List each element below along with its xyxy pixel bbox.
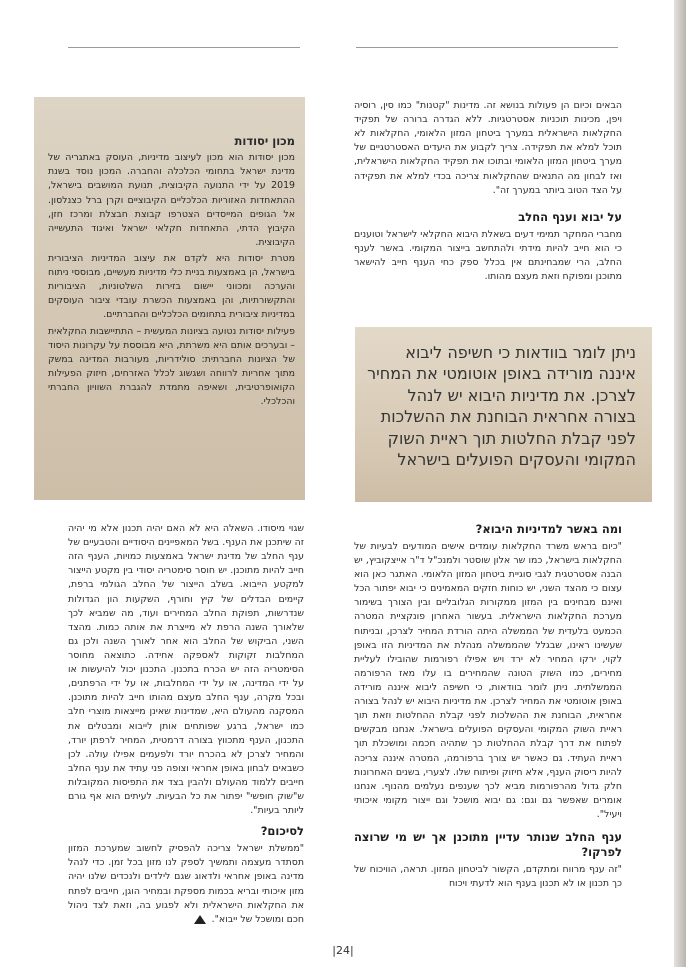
page-number: |24| — [332, 944, 354, 957]
summary-text: "ממשלת ישראל צריכה להפסיק לחשוב שמערכת המזון תסתדר מעצמה ותמשיך לספק לנו מזון בכל זמן. כדי לנהל מדינה באופן אחראי ולדאוג שגם לילדים ולנכדים שלנו יהיה מזון איכותי ובריא בכמות מספקת ובמחיר הוגן, חייבים לפתח את החקלאות הישראלית ולא לפגוע בה, וזאת לצד ניהול חכם ומושכל של ייבוא". — [68, 843, 304, 925]
section-heading-import-policy: ומה באשר למדיניות היבוא? — [475, 522, 622, 536]
sidebar-heading: מכון יסודות — [234, 134, 295, 148]
summary-paragraph — [68, 842, 304, 927]
dairy-continuation-paragraph: שגוי מיסודו. השאלה היא לא האם יהיה תכנון אלא מי יהיה זה שיתכנן את הענף. בשל המאפיינים היסודיים והטבעיים של ענף החלב של מדינת ישראל באמצעות כמויות, הענף הזה חייב להיות מתוכנן. יש חוסר סימטריה יסודי בין מקטע הייצור למקטע הייבוא. בשלב הייצור של החלב הגולמי ברפת, קיימים הבדלים של קיץ וחורף, השקעות הון הגדולות שנדרשות, תפוקת החלב המחירים ועוד, מה שמביא לכך שלאורך השנה הרפת לא מייצרת את אותה כמות. מהצד השני, הביקוש של החלב הוא אחר לאורך השנה ולכן גם המחלבות זקוקות לאספקה אחידה. כתוצאה מחוסר הסימטריה הזה יש הכרח בתכנון. התכנון יכול להיעשות או על ידי המדינה, או על ידי המחלבות, או על ידי הרפתנים, ובכל מקרה, ענף החלב מעצם מהותו חייב להיות מתוכנן. המסקנה מהעולם היא, שמדינות שאינן מייצאות מוצרי חלב כמו ישראל, ברגע שפותחים אותן לייבוא ומבטלים את התכנון, הענף מתכווץ בצורה דרמטית, המחיר לרפתן יורד, והמחיר לצרכן לא בהכרח יורד ולפעמים אפילו עולה. לכן כשבאים לבחון באופן אחראי וצופה פני עתיד את ענף החלב חייבים ללמוד מהעולם ולהבין בצד את התפיסות המקובלות ש"שוק חופשי" יפתור את כל הבעיות. לעיתים הוא אף גורם ליותר בעיות". — [68, 523, 304, 817]
import-policy-paragraph: "כיום בראש משרד החקלאות עומדים אישים המודעים לבעיות של החקלאות בישראל, כמו שר אלון שוסטר ולמנכ"ל ד"ר אייצקוביץ, יש הבנה אסטרטגית לגבי סוגיית ביטחון המזון הלאומי. האתגר כאן הוא עצום כי מהצד השני, יש כוחות חזקים המאמינים כי יבוא יפתור הכל ואינם מבחינים בין המזון ממקורות הגלובליים ובין הצורך בשימור מערכת החקלאות הישראלית. בעשור האחרון פונקציית המטרה הכמעט בלעדית של הממשלה היתה הורדת המחיר לצרכן, ובניתוח שעשינו ראינו, שבגלל שהממשלה מנהלת את המדיניות הזו באופן לקוי, ירקו המחיר לא ירד ויש אפילו רפורמות שהובילו לעליית מחירים, כמו השוק הטונה שהמחירים בו עלו מאז הרפורמה הממשלתית. ניתן לומר בוודאות, כי חשיפה ליבוא איננה מורידה באופן אוטומטי את המחיר לצרכן. את מדיניות היבוא יש לנהל בצורה אחראית, הבוחנת את ההשלכות לפני קבלת ההחלטות וזאת תוך ראיית השוק המקומי והעסקים הפועלים בישראל. אנחנו מבקשים לפתוח את דרך קבלת ההחלטות כך שתהיה חכמה ומושכלת תוך ראיית העתיד. גם כאשר יש צורך ברפורמה, המטרה איננה צריכה להיות ריסוק הענף, אלא חיזוק ופיתוח שלו. לצערי, בשנים האחרונות חלק גדול מהרפורמות מביא לכך שענפים נעלמים מהנוף. אנחנו אומרים שאפשר גם וגם: גם יבוא מושכל וגם ייצור מקומי איכותי ויעיל". — [354, 540, 622, 821]
page-edge-shadow — [674, 0, 686, 967]
pull-quote-text: ניתן לומר בוודאות כי חשיפה ליבוא איננה מורידה באופן אוטומטי את המחיר לצרכן. את מדיניות היבוא יש לנהל בצורה אחראית הבוחנת את ההשלכות לפני קבלת החלטות תוך ראיית השוק המקומי והעסקים הפועלים בישראל — [367, 343, 636, 470]
sidebar-paragraph-1: מכון יסודות הוא מכון לעיצוב מדיניות, העוסק באתגריה של מדינת ישראל בתחומי הכלכלה והחברה. המכון נוסד בשנת 2019 על ידי התנועה הקיבוצית, תנועת המושבים בישראל, ההתאחדות האזוריות הכלכליים הקיבוציים וקרן ברל כצנלסון. אל הגופים המייסדים הצטרפו קבוצת חבצלת ומרכז חזן, הקיבוץ הדתי, התאחדות חקלאי ישראל ואיגוד התעשייה הקיבוצית. — [48, 152, 295, 248]
sidebar-paragraph-2: מטרת יסודות היא לקדם את עיצוב המדיניות הציבורית בישראל, הן באמצעות בניית כלי מדיניות מעשיים, מבוססי ניתוח והערכה ומכווני יישום בזירות השלטוניות, הציבוריות והתקשורתיות, והן באמצעות הכשרת עובדי ציבור העוסקים במדיניות ציבורית בתחומים הכלכליים והחברתיים. — [48, 253, 295, 321]
right-column-bottom — [354, 522, 622, 893]
pull-quote-box — [355, 327, 652, 502]
yesodot-info-box — [34, 97, 305, 500]
right-column-top — [354, 99, 622, 286]
section-heading-dairy-planning: ענף החלב שנותר עדיין מתוכנן אך יש מי שרוצה לפרקו? — [354, 830, 622, 860]
top-rule-left — [68, 47, 300, 48]
section-heading-import-dairy: על יבוא וענף החלב — [518, 209, 622, 224]
intro-paragraph: הבאים וכיום הן פעולות בנושא זה. מדינות "קטנות" כמו סין, רוסיה ויפן, מכינות תוכניות אסטרטגיות. ללא הגדרה ברורה של תפקיד החקלאות הישראלית במערך ביטחון המזון הלאומי, החקלאות לא תוכל למלא את תפקידה. צריך לקבוע את היעדים האסטרטגיים של מערך ביטחון המזון הלאומי ובתוכו את תפקיד החקלאות הישראלית, ואז לבחון מה התנאים שהחקלאות צריכה בכדי למלא את תפקידה על הצד הטוב ביותר במערך זה". — [354, 100, 622, 196]
section-heading-summary: לסיכום? — [260, 824, 304, 839]
left-column-bottom — [68, 522, 304, 929]
sidebar-paragraph-3: פעילות יסודות נטועה בציונות המעשית – התתיישבות החקלאית – ובערכים אותם היא משרתת, היא מבוססת על עקרונות היסוד של הציונות החברתית: סולידריות, מעורבות המדינה במשק מתוך אחריות לרווחה ושגשוג לכלל האזרחים, חיזוק הפעילות הקואופרטיבית, ושאיפה מתמדת להגברת השוויון החברתי והכלכלי. — [48, 325, 295, 408]
article-end-triangle-icon — [194, 915, 206, 924]
dairy-planning-paragraph: "זה ענף מרווח ומתקדם, הקשור לביטחון המזון. תראה, הוויכוח של כך תכנון או לא תכנון בענף הוא לדעתי ויכוח — [354, 864, 622, 890]
top-rule-right — [356, 47, 618, 48]
import-dairy-paragraph: מחברי המחקר תמימי דעים בשאלת היבוא החקלאי לישראל וטוענים כי הוא חייב להיות מידתי ולהתחשב בייצור המקומי. באשר לענף החלב, הרי שמבחינתם אין בכלל ספק כחי הענף חייב להישאר מתוכנן ומפוקח וזאת מעצם מהותו. — [354, 228, 622, 283]
